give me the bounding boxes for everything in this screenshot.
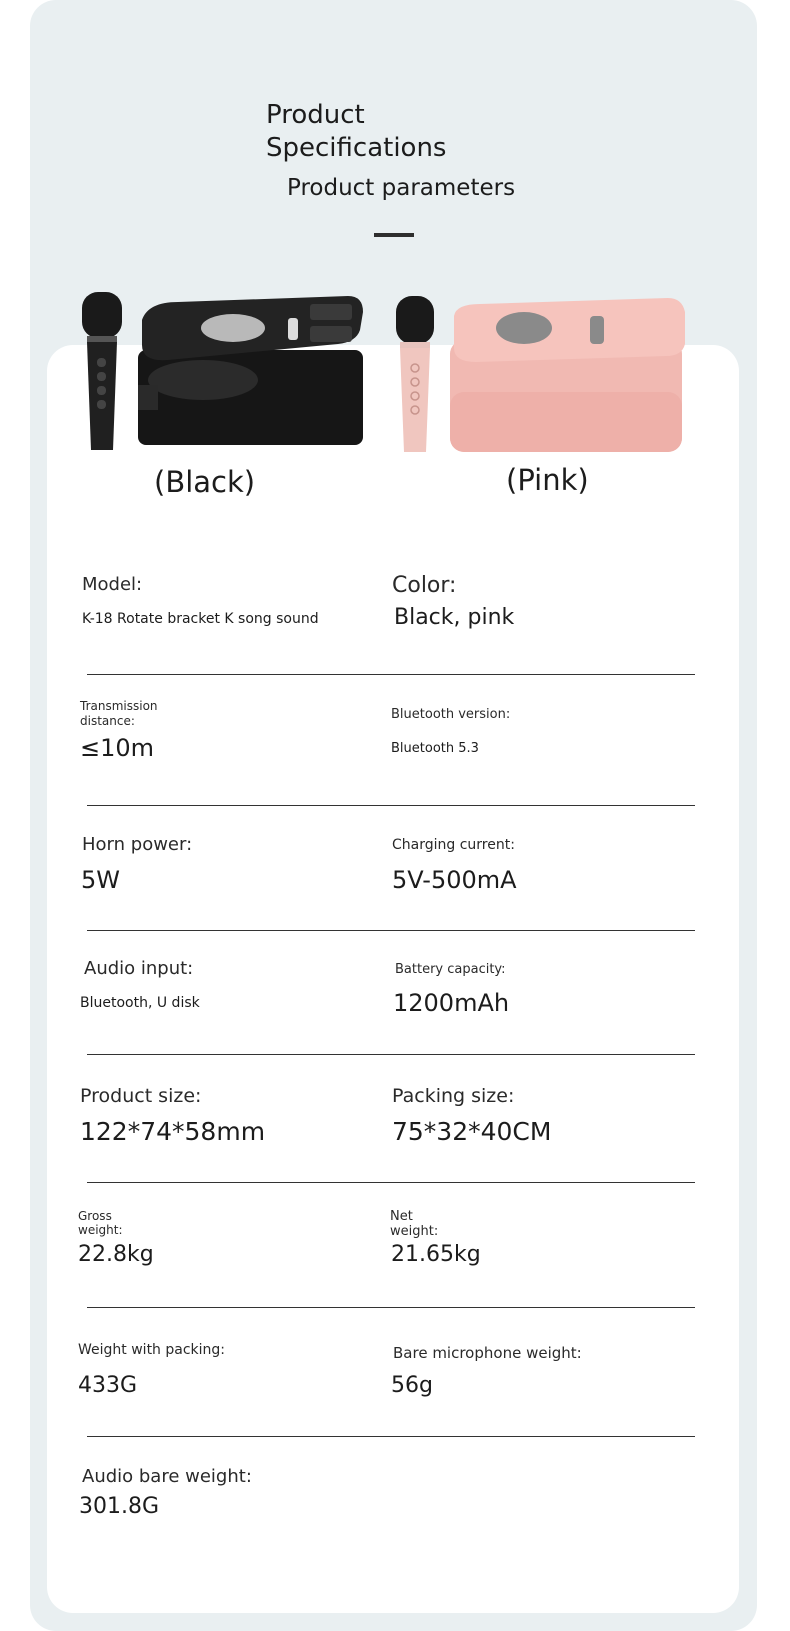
- variant-label-black: (Black): [154, 465, 256, 499]
- pink-speaker: [450, 298, 685, 452]
- weight-packing-label: Weight with packing:: [78, 1342, 226, 1358]
- title-divider: [374, 233, 414, 237]
- color-label: Color:: [392, 573, 457, 598]
- battery-label: Battery capacity:: [395, 962, 506, 977]
- row-divider: [87, 1307, 695, 1308]
- black-microphone: [82, 292, 122, 450]
- row-divider: [87, 1054, 695, 1055]
- page-subtitle: Product parameters: [287, 175, 516, 201]
- row-divider: [87, 1436, 695, 1437]
- transmission-label-line2: distance:: [80, 714, 135, 728]
- mic-weight-value: 56g: [391, 1373, 433, 1398]
- horn-power-label: Horn power:: [82, 834, 193, 855]
- row-divider: [87, 930, 695, 931]
- color-value: Black, pink: [394, 605, 515, 630]
- gross-weight-label-line2: weight:: [78, 1223, 123, 1237]
- transmission-value: ≤10m: [80, 734, 155, 762]
- net-weight-value: 21.65kg: [391, 1242, 481, 1267]
- model-label: Model:: [82, 574, 143, 595]
- audio-input-label: Audio input:: [84, 958, 194, 979]
- mic-weight-label: Bare microphone weight:: [393, 1344, 582, 1362]
- black-speaker-image: [78, 290, 378, 465]
- page-title-line2: Specifications: [266, 133, 447, 163]
- audio-weight-label: Audio bare weight:: [82, 1466, 252, 1487]
- gross-weight-label-line1: Gross: [78, 1209, 112, 1223]
- transmission-label-line1: Transmission: [80, 699, 158, 713]
- net-weight-label-line1: Net: [390, 1209, 413, 1224]
- net-weight-label-line2: weight:: [390, 1224, 439, 1239]
- row-divider: [87, 1182, 695, 1183]
- spec-card: [47, 345, 739, 1613]
- weight-packing-value: 433G: [78, 1373, 138, 1398]
- audio-weight-value: 301.8G: [79, 1494, 160, 1519]
- black-speaker: [138, 296, 363, 445]
- gross-weight-value: 22.8kg: [78, 1242, 154, 1267]
- page-title-line1: Product: [266, 100, 365, 130]
- product-size-label: Product size:: [80, 1085, 202, 1107]
- product-size-value: 122*74*58mm: [80, 1117, 266, 1146]
- battery-value: 1200mAh: [393, 989, 510, 1017]
- bluetooth-label: Bluetooth version:: [391, 707, 511, 722]
- packing-size-label: Packing size:: [392, 1085, 515, 1107]
- row-divider: [87, 805, 695, 806]
- variant-label-pink: (Pink): [506, 463, 589, 497]
- charging-label: Charging current:: [392, 837, 515, 853]
- bluetooth-value: Bluetooth 5.3: [391, 741, 479, 756]
- packing-size-value: 75*32*40CM: [392, 1117, 552, 1146]
- pink-speaker-image: [390, 292, 690, 462]
- pink-microphone: [396, 296, 434, 452]
- audio-input-value: Bluetooth, U disk: [80, 995, 200, 1011]
- charging-value: 5V-500mA: [392, 866, 517, 894]
- model-value: K-18 Rotate bracket K song sound: [82, 611, 319, 627]
- horn-power-value: 5W: [81, 866, 120, 894]
- row-divider: [87, 674, 695, 675]
